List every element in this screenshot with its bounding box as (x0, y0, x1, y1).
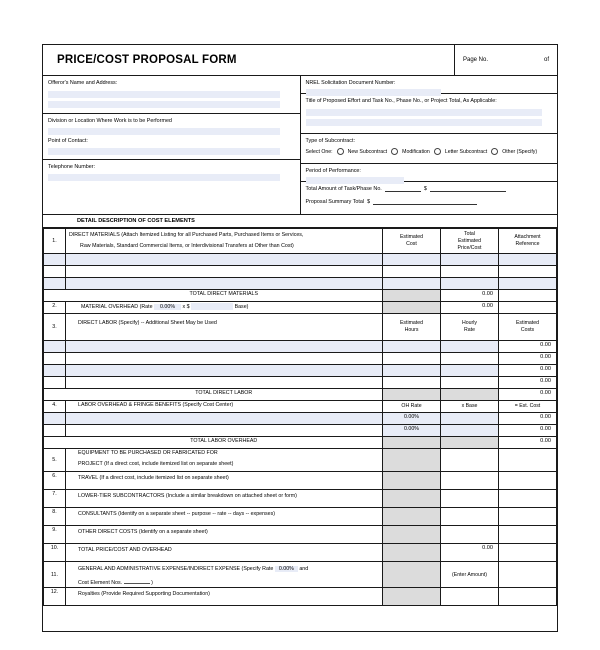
table-row (44, 425, 557, 437)
title-of-effort-input[interactable] (306, 109, 543, 116)
line-5-number: 5. (44, 449, 66, 472)
dm-row-1-attach[interactable] (499, 254, 557, 266)
lo-row-1-cost: 0.00 (499, 413, 557, 425)
material-overhead-base-input[interactable] (191, 303, 233, 310)
division-location-cell (43, 114, 300, 134)
dl-row-2-cost: 0.00 (499, 353, 557, 365)
material-overhead-value: 0.00 (441, 302, 499, 314)
col-attachment-reference: Attachment Reference (499, 229, 557, 254)
l7-value[interactable] (441, 490, 499, 508)
line-6-text: TRAVEL (If a direct cost, include itemized list on separate sheet) (66, 472, 383, 490)
dl-row-1-hours[interactable] (383, 341, 441, 353)
offerors-address-input[interactable] (48, 101, 280, 108)
dl-row-2-num[interactable] (44, 353, 66, 365)
ga-rate[interactable]: 0.00% (275, 566, 298, 572)
l12-blank (383, 588, 441, 606)
line-5-text-b: PROJECT (If a direct cost, include itemized list on separate sheet) (66, 460, 383, 472)
lo-row-1-desc[interactable] (66, 413, 383, 425)
option-label-modification[interactable]: Modification (402, 148, 430, 155)
dl-row-2-hours[interactable] (383, 353, 441, 365)
table-row (44, 365, 557, 377)
line-11-text-b: Cost Element Nos. ) (66, 576, 383, 588)
point-of-contact-label: Point of Contact: (48, 138, 88, 144)
dl-row-4-hours[interactable] (383, 377, 441, 389)
offerors-name-input[interactable] (48, 91, 280, 98)
col-estimated-cost: Estimated Cost (383, 229, 441, 254)
col-x-base: x Base (441, 401, 499, 413)
dm-row-3-attach[interactable] (499, 278, 557, 290)
nrel-solicitation-cell (301, 76, 558, 94)
lo-row-2-base[interactable] (441, 425, 499, 437)
point-of-contact-cell (43, 134, 300, 160)
option-label-letter-subcontract[interactable]: Letter Subcontract (444, 148, 488, 155)
telephone-number-label: Telephone Number: (48, 164, 96, 170)
table-row (44, 588, 557, 606)
lo-row-1-num[interactable] (44, 413, 66, 425)
cost-elements-table (43, 228, 557, 606)
dl-row-4-rate[interactable] (441, 377, 499, 389)
line-5-text-a: EQUIPMENT TO BE PURCHASED OR FABRICATED FOR (66, 449, 383, 461)
dm-row-2-desc[interactable] (66, 266, 383, 278)
table-row (44, 353, 557, 365)
l5-value[interactable] (441, 449, 499, 472)
l6-attach[interactable] (499, 472, 557, 490)
table-row (44, 229, 557, 243)
radio-letter-subcontract[interactable] (434, 148, 441, 155)
dm-row-2-est-cost[interactable] (383, 266, 441, 278)
tdl-blank-1 (383, 389, 441, 401)
line-1-number: 1. (44, 229, 66, 254)
dm-row-3-est-cost[interactable] (383, 278, 441, 290)
l9-blank (383, 526, 441, 544)
table-row (44, 290, 557, 302)
table-row (44, 413, 557, 425)
line-3-number: 3. (44, 314, 66, 341)
option-label-other-specify[interactable]: Other (Specify) (502, 148, 538, 155)
total-labor-overhead-value: 0.00 (499, 437, 557, 449)
lo-row-2-num[interactable] (44, 425, 66, 437)
dm-row-3-num[interactable] (44, 278, 66, 290)
total-amount-dollar: $ (423, 185, 427, 192)
mo-attach[interactable] (499, 302, 557, 314)
l6-blank (383, 472, 441, 490)
table-row (44, 508, 557, 526)
dl-row-2-rate[interactable] (441, 353, 499, 365)
dm-row-2-num[interactable] (44, 266, 66, 278)
table-row (44, 254, 557, 266)
tlo-blank-2 (441, 437, 499, 449)
dm-row-1-num[interactable] (44, 254, 66, 266)
l9-value[interactable] (441, 526, 499, 544)
mo-blank (383, 302, 441, 314)
line-4-text: LABOR OVERHEAD & FRINGE BENEFITS (Specify Cost Center) (66, 401, 383, 413)
period-of-performance-cell (301, 164, 558, 182)
l10-blank (383, 544, 441, 562)
proposal-form-page (42, 44, 558, 632)
l12-value[interactable] (441, 588, 499, 606)
page-title: PRICE/COST PROPOSAL FORM (57, 54, 237, 66)
table-row (44, 341, 557, 353)
dm-row-2-total[interactable] (441, 266, 499, 278)
l5-blank (383, 449, 441, 472)
dl-row-3-num[interactable] (44, 365, 66, 377)
dm-row-1-total[interactable] (441, 254, 499, 266)
info-left-column (43, 76, 301, 214)
line-2-text: MATERIAL OVERHEAD (Rate 0.00% x $ Base) (66, 302, 383, 314)
title-of-effort-cell (301, 94, 558, 134)
info-grid (43, 76, 557, 215)
l8-value[interactable] (441, 508, 499, 526)
line-9-text: OTHER DIRECT COSTS (Identify on a separate sheet) (66, 526, 383, 544)
line-7-text: LOWER-TIER SUBCONTRACTORS (Include a similar breakdown on attached sheet or form) (66, 490, 383, 508)
total-amount-input[interactable] (430, 185, 506, 192)
total-direct-materials-value: 0.00 (441, 290, 499, 302)
point-of-contact-input[interactable] (48, 148, 280, 155)
l7-attach[interactable] (499, 490, 557, 508)
period-of-performance-label: Period of Performance: (305, 168, 361, 174)
division-location-label: Division or Location Where Work is to be Performed (48, 118, 172, 124)
dl-row-1-num[interactable] (44, 341, 66, 353)
material-overhead-rate[interactable]: 0.00% (154, 304, 181, 310)
dm-row-2-attach[interactable] (499, 266, 557, 278)
info-right-column (301, 76, 558, 214)
line-8-text: CONSULTANTS (Identify on a separate sheet -- purpose -- rate -- days -- expenses) (66, 508, 383, 526)
l12-attach[interactable] (499, 588, 557, 606)
l7-blank (383, 490, 441, 508)
line-2-number: 2. (44, 302, 66, 314)
radio-other-specify[interactable] (491, 148, 498, 155)
tlo-blank-1 (383, 437, 441, 449)
l5-attach[interactable] (499, 449, 557, 472)
dm-row-3-total[interactable] (441, 278, 499, 290)
proposal-summary-input[interactable] (373, 198, 477, 205)
dl-row-3-rate[interactable] (441, 365, 499, 377)
line-1-text-a: DIRECT MATERIALS (Attach Itemized Listing for all Purchased Parts, Purchased Items or Services, (66, 229, 383, 243)
line-12-text: Royalties (Provide Required Supporting Documentation) (66, 588, 383, 606)
total-amount-label: Total Amount of Task/Phase No. (305, 185, 382, 192)
line-9-number: 9. (44, 526, 66, 544)
col-hourly-rate: Hourly Rate (441, 314, 499, 341)
l11-blank (383, 562, 441, 588)
table-row (44, 401, 557, 413)
lo-row-1-rate[interactable]: 0.00% (383, 413, 441, 425)
line-10-text: TOTAL PRICE/COST AND OVERHEAD (66, 544, 383, 562)
lo-row-2-cost: 0.00 (499, 425, 557, 437)
cost-element-nos-input[interactable] (124, 577, 150, 584)
total-labor-overhead-label: TOTAL LABOR OVERHEAD (66, 437, 383, 449)
l10-attach[interactable] (499, 544, 557, 562)
form-header (43, 45, 557, 76)
total-amount-cell (301, 182, 558, 214)
select-one-label: Select One: (305, 148, 333, 155)
page-of-label: of (543, 57, 549, 63)
table-row (44, 490, 557, 508)
total-direct-materials-label: TOTAL DIRECT MATERIALS (66, 290, 383, 302)
l9-attach[interactable] (499, 526, 557, 544)
col-estimated-hours: Estimated Hours (383, 314, 441, 341)
col-total-estimated-price-cost: Total Estimated Price/Cost (441, 229, 499, 254)
table-row (44, 377, 557, 389)
subcontract-options (306, 148, 553, 155)
radio-new-subcontract[interactable] (337, 148, 344, 155)
table-row (44, 266, 557, 278)
lo-row-2-desc[interactable] (66, 425, 383, 437)
tdl-blank-2 (441, 389, 499, 401)
dl-row-1-cost: 0.00 (499, 341, 557, 353)
col-oh-rate: OH Rate (383, 401, 441, 413)
dm-row-1-est-cost[interactable] (383, 254, 441, 266)
page-no-label: Page No. (463, 57, 489, 63)
offerors-name-cell (43, 76, 300, 114)
table-row (44, 562, 557, 577)
dl-row-4-cost: 0.00 (499, 377, 557, 389)
page-number-block (454, 45, 557, 75)
dm-row-1-desc[interactable] (66, 254, 383, 266)
line-1-text-b: Raw Materials, Standard Commercial Items, or Interdivisional Transfers at Other than Cost) (66, 242, 383, 254)
dl-row-1-rate[interactable] (441, 341, 499, 353)
telephone-number-cell (43, 160, 300, 192)
enter-amount-label: (Enter Amount) (441, 562, 499, 588)
dl-row-3-hours[interactable] (383, 365, 441, 377)
nrel-solicitation-label: NREL Solicitation Document Number: (305, 80, 396, 86)
lo-row-2-rate[interactable]: 0.00% (383, 425, 441, 437)
table-row (44, 314, 557, 341)
line-6-number: 6. (44, 472, 66, 490)
dl-row-3-cost: 0.00 (499, 365, 557, 377)
offerors-name-label: Offeror's Name and Address: (48, 80, 118, 86)
l11-attach[interactable] (499, 562, 557, 588)
dl-row-4-desc[interactable] (66, 377, 383, 389)
proposal-summary-dollar: $ (367, 198, 371, 205)
table-row (44, 544, 557, 562)
line-11-text-a: GENERAL AND ADMINISTRATIVE EXPENSE/INDIRECT EXPENSE (Specify Rate 0.00% and (66, 562, 383, 577)
table-row (44, 389, 557, 401)
task-phase-no-input[interactable] (385, 185, 421, 192)
col-est-cost: = Est. Cost (499, 401, 557, 413)
title-of-effort-input-2[interactable] (306, 119, 543, 126)
line-8-number: 8. (44, 508, 66, 526)
dm-row-3-desc[interactable] (66, 278, 383, 290)
table-row (44, 526, 557, 544)
l6-value[interactable] (441, 472, 499, 490)
line-3-text: DIRECT LABOR (Specify) -- Additional Sheet May be Used (66, 314, 383, 341)
l8-blank (383, 508, 441, 526)
dl-row-3-desc[interactable] (66, 365, 383, 377)
telephone-number-input[interactable] (48, 174, 280, 181)
line-12-number: 12. (44, 588, 66, 606)
line-10-number: 10. (44, 544, 66, 562)
dl-row-1-desc[interactable] (66, 341, 383, 353)
total-direct-labor-value: 0.00 (499, 389, 557, 401)
lo-row-1-base[interactable] (441, 413, 499, 425)
total-direct-labor-label: TOTAL DIRECT LABOR (66, 389, 383, 401)
line-7-number: 7. (44, 490, 66, 508)
radio-modification[interactable] (391, 148, 398, 155)
option-label-new-subcontract[interactable]: New Subcontract (347, 148, 388, 155)
col-estimated-costs: Estimated Costs (499, 314, 557, 341)
tdm-attach[interactable] (499, 290, 557, 302)
tdm-blank (383, 290, 441, 302)
table-row (44, 302, 557, 314)
dl-row-4-num[interactable] (44, 377, 66, 389)
table-row (44, 449, 557, 461)
title-of-effort-label: Title of Proposed Effort and Task No., Phase No., or Project Total, As Applicable: (305, 98, 497, 104)
dl-row-2-desc[interactable] (66, 353, 383, 365)
line-10-value: 0.00 (441, 544, 499, 562)
table-row (44, 278, 557, 290)
detail-description-band: DETAIL DESCRIPTION OF COST ELEMENTS (43, 215, 557, 228)
table-row (44, 437, 557, 449)
l8-attach[interactable] (499, 508, 557, 526)
line-4-number: 4. (44, 401, 66, 413)
type-of-subcontract-cell (301, 134, 558, 164)
line-11-number: 11. (44, 562, 66, 588)
table-row (44, 472, 557, 490)
type-of-subcontract-label: Type of Subcontract: (305, 138, 355, 144)
proposal-summary-label: Proposal Summary Total (305, 198, 365, 205)
